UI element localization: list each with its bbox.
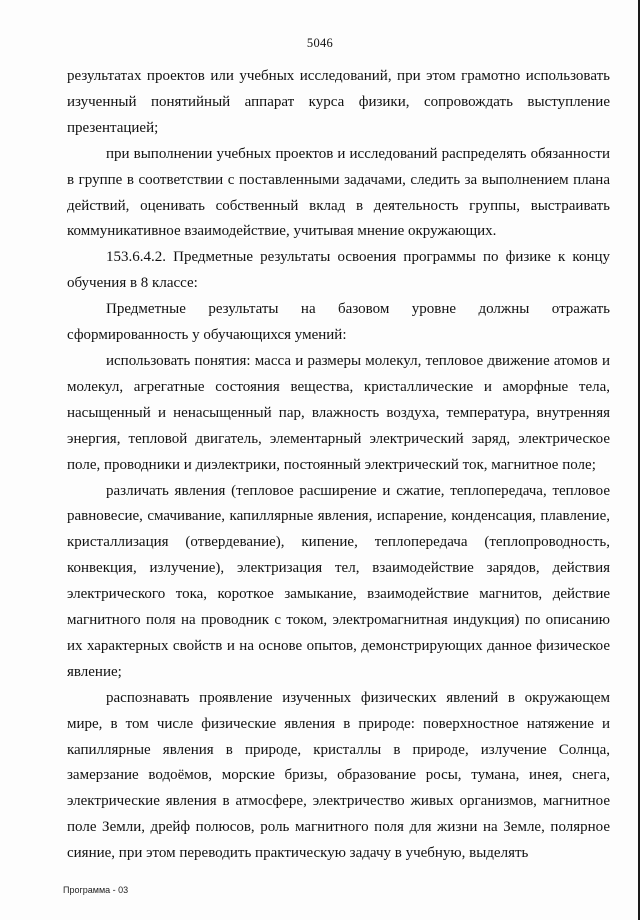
body-text	[67, 64, 610, 867]
paragraph-6: различать явления (тепловое расширение и сжатие, теплопередача, тепловое равновесие, смачивание, капиллярные явления, испарение, конденсация, плавление, кристаллизация (отвердевание), кипение, теплопередача (теплопроводность, конвекция, излучение), электризация тел, взаимодействие зарядов, действия электрического тока, короткое замыкание, взаимодействие магнитов, действие магнитного поля на проводник с током, электромагнитная индукция) по описанию их характерных свойств и на основе опытов, демонстрирующих данное физическое явление;	[67, 482, 610, 680]
paragraph-4: Предметные результаты на базовом уровне должны отражать сформированность у обучающихся умений:	[67, 301, 610, 344]
paragraph-3-section-heading: 153.6.4.2. Предметные результаты освоения программы по физике к концу обучения в 8 классе:	[67, 249, 610, 292]
paragraph-1: результатах проектов или учебных исследований, при этом грамотно использовать изученный понятийный аппарат курса физики, сопровождать выступление презентацией;	[67, 68, 610, 136]
page-number: 5046	[306, 36, 334, 50]
paragraph-5: использовать понятия: масса и размеры молекул, тепловое движение атомов и молекул, агрегатные состояния вещества, кристаллические и аморфные тела, насыщенный и ненасыщенный пар, влажность воздуха, температура, внутренняя энергия, тепловой двигатель, элементарный электрический заряд, электрическое поле, проводники и диэлектрики, постоянный электрический ток, магнитное поле;	[67, 352, 610, 473]
footer-label: Программа - 03	[63, 885, 129, 895]
paragraph-7: распознавать проявление изученных физических явлений в окружающем мире, в том числе физические явления в природе: поверхностное натяжение и капиллярные явления в природе, кристаллы в природе, излучение Солнца, замерзание водоёмов, морские бризы, образование росы, тумана, инея, снега, электрические явления в атмосфере, электричество живых организмов, магнитное поле Земли, дрейф полюсов, роль магнитного поля для жизни на Земле, полярное сияние, при этом переводить практическую задачу в учебную, выделять	[67, 689, 610, 862]
paragraph-2: при выполнении учебных проектов и исследований распределять обязанности в группе в соответствии с поставленными задачами, следить за выполнением плана действий, оценивать собственный вклад в деятельность группы, выстраивать коммуникативное взаимодействие, учитывая мнение окружающих.	[67, 145, 610, 240]
